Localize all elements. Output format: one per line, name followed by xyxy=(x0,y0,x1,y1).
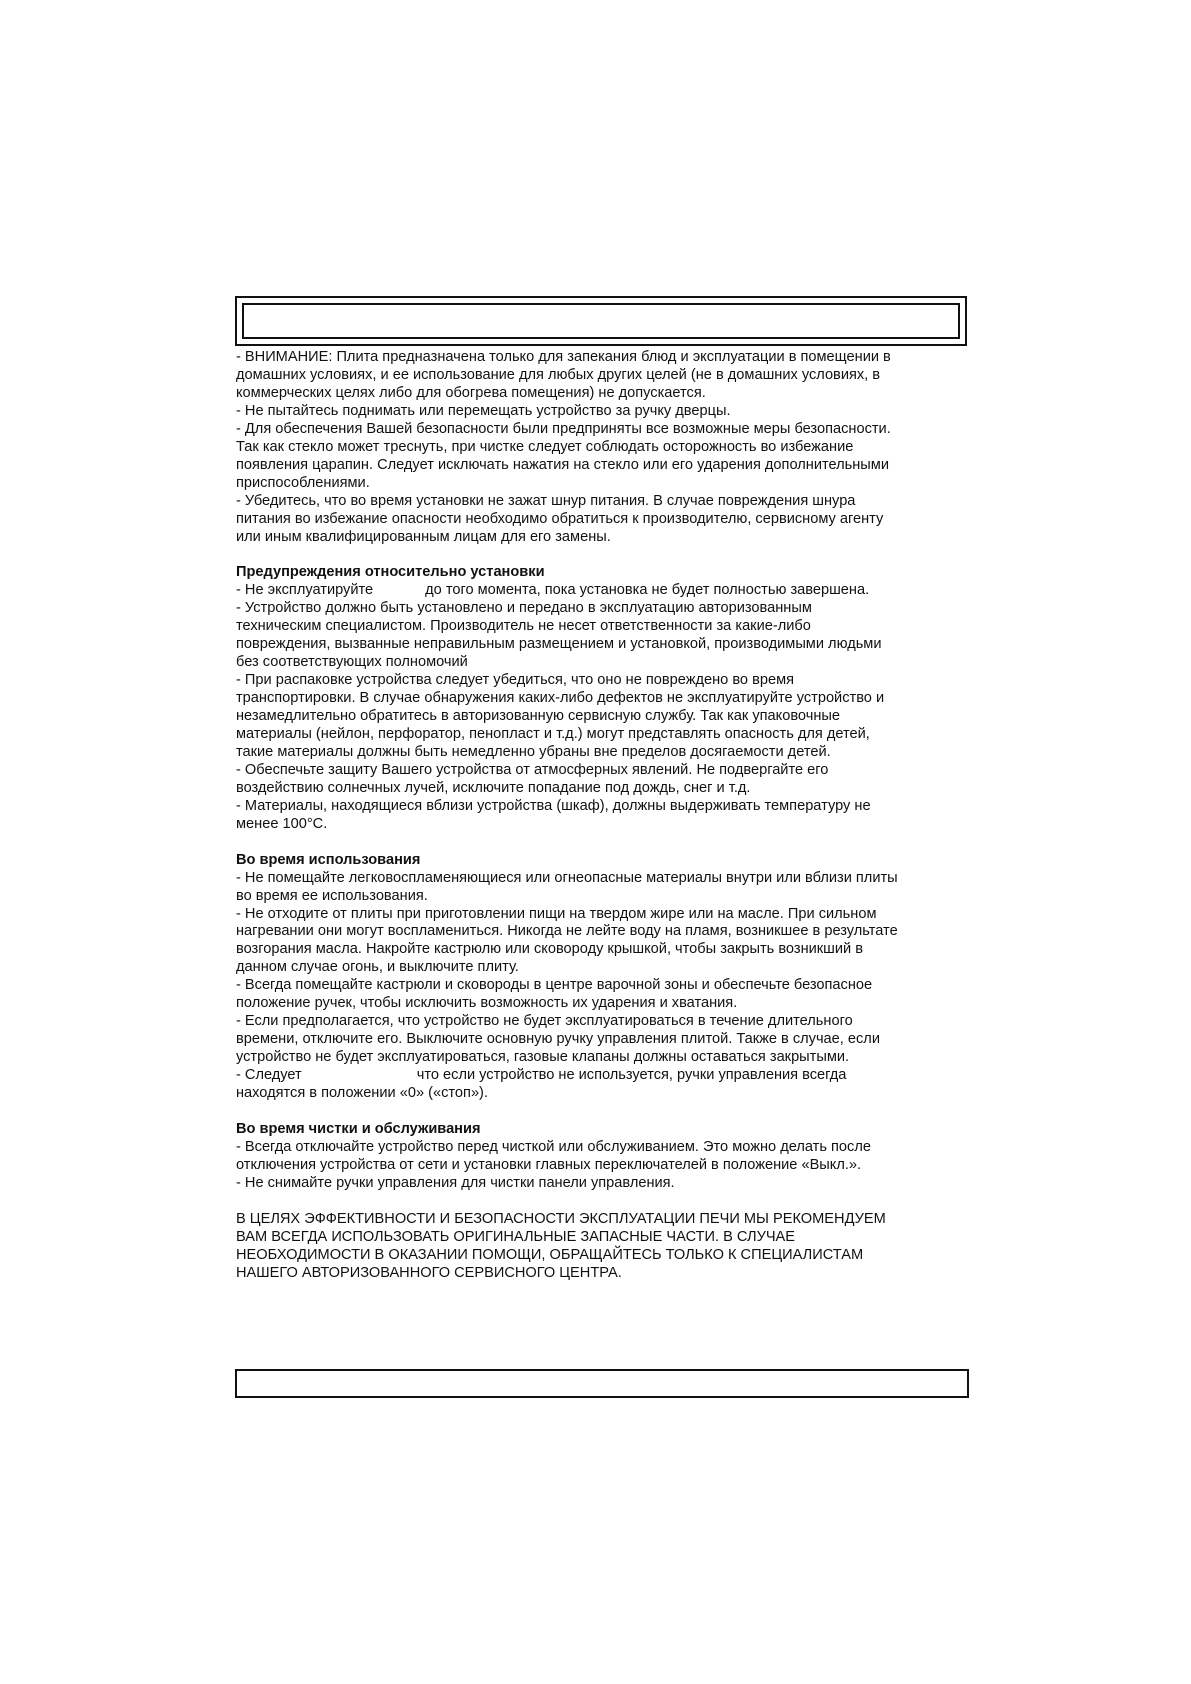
text-line: - Всегда помещайте кастрюли и сковороды в центре варочной зоны и обеспечьте безопасное xyxy=(236,977,873,994)
spacer xyxy=(236,1103,976,1121)
text-line: отключения устройства от сети и установки главных переключателей в положение «Выкл.». xyxy=(236,1156,862,1173)
text-line: ВАМ ВСЕГДА ИСПОЛЬЗОВАТЬ ОРИГИНАЛЬНЫЕ ЗАПАСНЫЕ ЧАСТИ. В СЛУЧАЕ xyxy=(236,1228,796,1245)
text-line: НЕОБХОДИМОСТИ В ОКАЗАНИИ ПОМОЩИ, ОБРАЩАЙТЕСЬ ТОЛЬКО К СПЕЦИАЛИСТАМ xyxy=(236,1246,864,1263)
text-line: материалы (нейлон, перфоратор, пенопласт и т.д.) могут представлять опасность для детей, xyxy=(236,726,870,742)
section-heading: Во время использования xyxy=(236,851,421,868)
text-line: НАШЕГО АВТОРИЗОВАННОГО СЕРВИСНОГО ЦЕНТРА. xyxy=(236,1264,622,1281)
text-fragment: что если устройство не используется, ручки управления всегда xyxy=(416,1067,847,1084)
text-line: повреждения, вызванные неправильным размещением и установкой, производимыми людьми xyxy=(236,636,882,653)
usage-section xyxy=(236,852,976,1103)
spacer xyxy=(236,834,976,852)
text-line: незамедлительно обратитесь в авторизованную сервисную службу. Так как упаковочные xyxy=(236,708,840,725)
text-line: возгорания масла. Накройте кастрюлю или сковороду крышкой, чтобы закрыть возникший в xyxy=(236,941,863,958)
text-line: - При распаковке устройства следует убедиться, что оно не повреждено во время xyxy=(236,672,795,689)
text-line: - Не пытайтесь поднимать или перемещать устройство за ручку дверцы. xyxy=(236,402,731,419)
text-line: домашних условиях, и ее использование для любых других целей (не в домашних условиях, в xyxy=(236,366,881,383)
text-line: - Если предполагается, что устройство не будет эксплуатироваться в течение длительного xyxy=(236,1013,853,1030)
recommendation-section xyxy=(236,1211,976,1283)
text-line: - Материалы, находящиеся вблизи устройства (шкаф), должны выдерживать температуру не xyxy=(236,797,871,814)
section-heading: Во время чистки и обслуживания xyxy=(236,1120,481,1137)
text-line: техническим специалистом. Производитель не несет ответственности за какие-либо xyxy=(236,618,811,635)
text-line: времени, отключите его. Выключите основную ручку управления плитой. Также в случае, если xyxy=(236,1031,880,1048)
text-line: такие материалы должны быть немедленно убраны вне пределов досягаемости детей. xyxy=(236,743,831,760)
warning-section xyxy=(236,349,976,546)
text-line: - Убедитесь, что во время установки не зажат шнур питания. В случае повреждения шнура xyxy=(236,492,856,509)
document-body xyxy=(236,349,976,1283)
text-line: появления царапин. Следует исключать нажатия на стекло или его ударения дополнительными xyxy=(236,456,889,473)
text-line: данном случае огонь, и выключите плиту. xyxy=(236,959,519,976)
text-line: устройство не будет эксплуатироваться, газовые клапаны должны оставаться закрытыми. xyxy=(236,1049,850,1066)
text-line xyxy=(236,1067,976,1085)
installation-section xyxy=(236,564,976,833)
text-fragment: до того момента, пока установка не будет полностью завершена. xyxy=(425,582,870,599)
text-line: - Устройство должно быть установлено и передано в эксплуатацию авторизованным xyxy=(236,600,812,617)
text-line: - Не отходите от плиты при приготовлении пищи на твердом жире или на масле. При сильном xyxy=(236,905,877,922)
header-frame xyxy=(235,296,967,346)
text-line: В ЦЕЛЯХ ЭФФЕКТИВНОСТИ И БЕЗОПАСНОСТИ ЭКСПЛУАТАЦИИ ПЕЧИ МЫ РЕКОМЕНДУЕМ xyxy=(236,1210,886,1227)
spacer xyxy=(236,546,976,564)
text-line: находятся в положении «0» («стоп»). xyxy=(236,1085,488,1102)
text-line: Так как стекло может треснуть, при чистке следует соблюдать осторожность во избежание xyxy=(236,438,854,455)
text-line: - Не снимайте ручки управления для чистки панели управления. xyxy=(236,1174,675,1191)
text-line xyxy=(236,582,976,600)
text-line: нагревании они могут воспламениться. Никогда не лейте воду на пламя, возникшее в результате xyxy=(236,923,898,940)
text-line: питания во избежание опасности необходимо обратиться к производителю, сервисному агенту xyxy=(236,510,884,527)
text-line: - Не помещайте легковоспламеняющиеся или огнеопасные материалы внутри или вблизи плиты xyxy=(236,869,898,886)
cleaning-section xyxy=(236,1121,976,1193)
text-line: - ВНИМАНИЕ: Плита предназначена только для запекания блюд и эксплуатации в помещении в xyxy=(236,349,891,365)
text-line: транспортировки. В случае обнаружения каких-либо дефектов не эксплуатируйте устройство и xyxy=(236,690,885,707)
footer-frame xyxy=(235,1369,969,1398)
section-heading: Предупреждения относительно установки xyxy=(236,564,545,581)
spacer xyxy=(236,1193,976,1211)
text-fragment: - Не эксплуатируйте xyxy=(236,582,374,599)
text-line: - Для обеспечения Вашей безопасности были предприняты все возможные меры безопасности. xyxy=(236,420,891,437)
text-line: менее 100°С. xyxy=(236,815,328,832)
text-line: воздействию солнечных лучей, исключите попадание под дождь, снег и т.д. xyxy=(236,779,751,796)
text-line: или иным квалифицированным лицам для его замены. xyxy=(236,528,611,545)
text-line: без соответствующих полномочий xyxy=(236,654,468,671)
text-line: - Обеспечьте защиту Вашего устройства от атмосферных явлений. Не подвергайте его xyxy=(236,761,829,778)
text-line: приспособлениями. xyxy=(236,474,370,491)
text-line: во время ее использования. xyxy=(236,887,428,904)
header-frame-inner xyxy=(242,303,960,339)
text-line: коммерческих целях либо для обогрева помещения) не допускается. xyxy=(236,384,706,401)
text-fragment: - Следует xyxy=(236,1067,302,1084)
text-line: положение ручек, чтобы исключить возможность их ударения и хватания. xyxy=(236,995,738,1012)
text-line: - Всегда отключайте устройство перед чисткой или обслуживанием. Это можно делать после xyxy=(236,1138,871,1155)
